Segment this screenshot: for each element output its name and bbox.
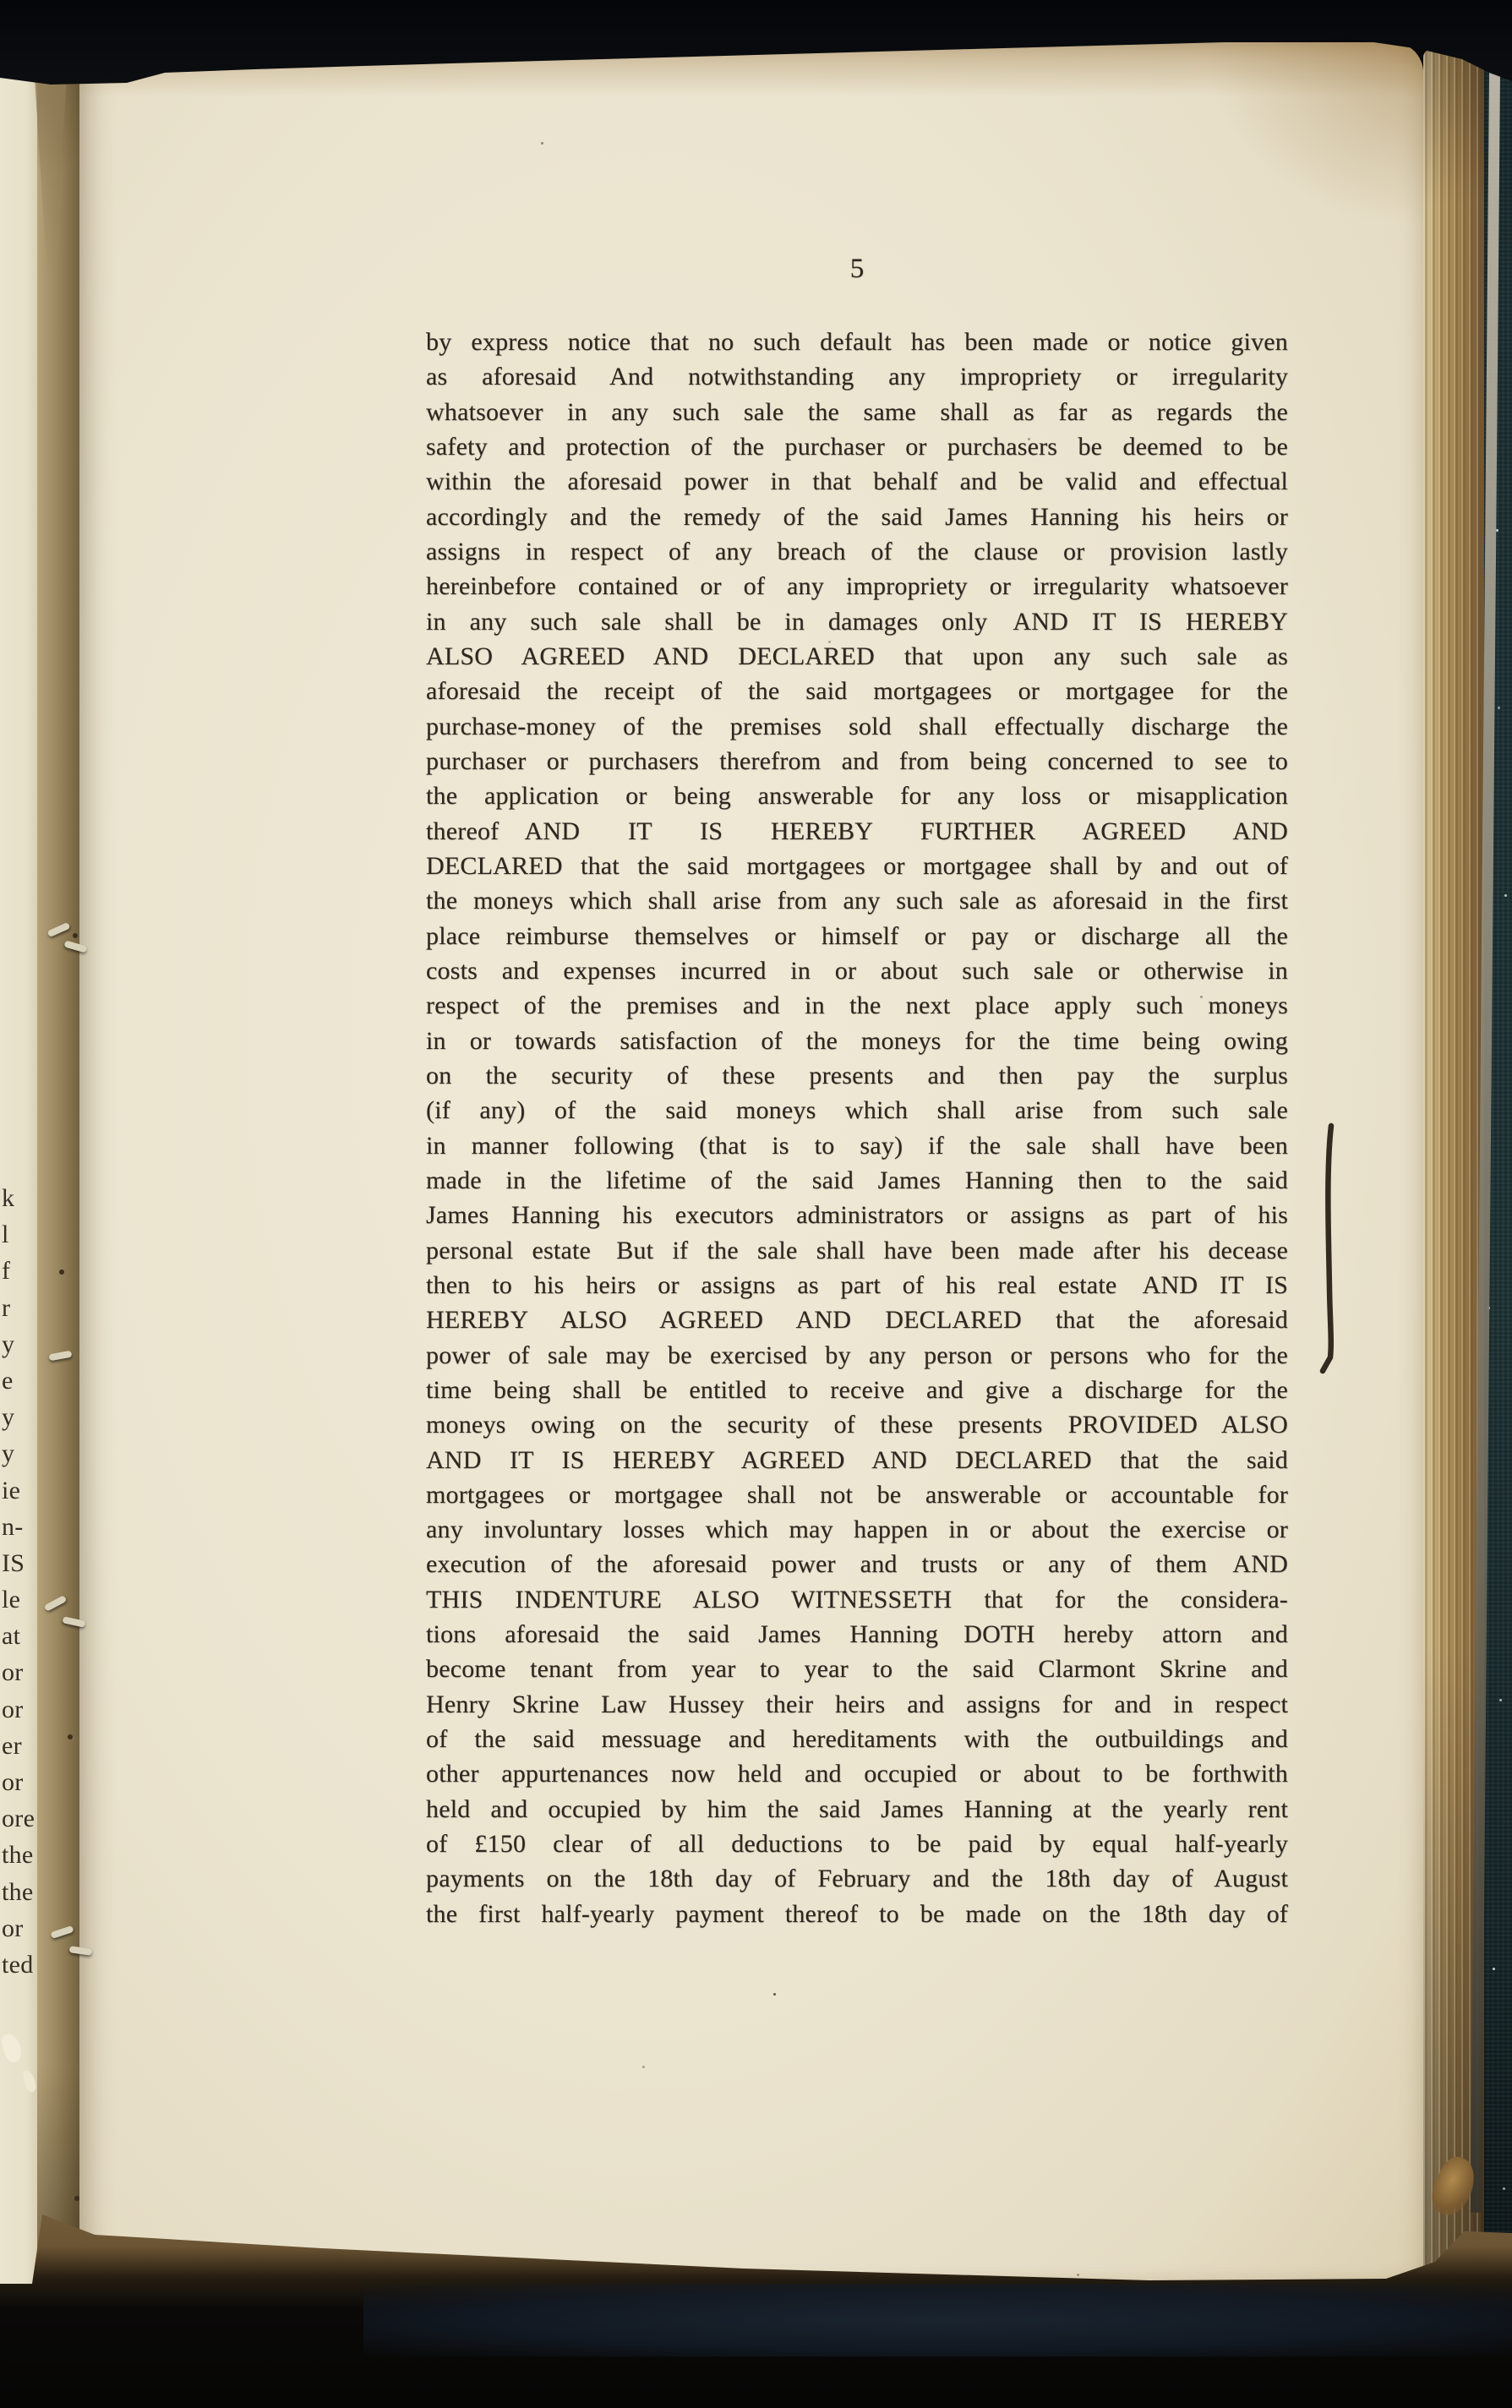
text-line: within the aforesaid power in that behalf and be valid and effectual <box>426 467 1288 496</box>
text-line: James Hanning his executors administrators or assigns as part of his <box>426 1201 1288 1230</box>
text-line: ALSO AGREED AND DECLARED that upon any such sale as <box>426 642 1288 670</box>
text-fragment: y <box>2 1330 15 1358</box>
text-line: hereinbefore contained or of any impropriety or irregularity whatsoever <box>426 572 1288 601</box>
text-fragment: at <box>2 1622 21 1651</box>
text-line: in manner following (that is to say) if the sale shall have been <box>426 1131 1288 1160</box>
text-line: payments on the 18th day of February and the 18th day of August <box>426 1865 1288 1893</box>
text-line: time being shall be entitled to receive and give a discharge for the <box>426 1375 1288 1404</box>
text-fragment: le <box>2 1586 21 1614</box>
text-line: of the said messuage and hereditaments with the outbuildings and <box>426 1725 1288 1754</box>
text-fragment: ie <box>2 1476 21 1504</box>
text-line: place reimburse themselves or himself or pay or discharge all the <box>426 921 1288 950</box>
text-line: moneys owing on the security of these presents PROVIDED ALSO <box>426 1411 1288 1439</box>
text-fragment: or <box>2 1658 24 1687</box>
text-line: tions aforesaid the said James Hanning DOTH hereby attorn and <box>426 1620 1288 1649</box>
text-line: aforesaid the receipt of the said mortgagees or mortgagee for the <box>426 677 1288 706</box>
text-fragment: n- <box>2 1512 24 1541</box>
text-line: personal estate But if the sale shall have been made after his decease <box>426 1236 1288 1264</box>
cover-bottom-cloth <box>363 2284 1512 2356</box>
text-line: (if any) of the said moneys which shall arise from such sale <box>426 1096 1288 1125</box>
text-line: respect of the premises and in the next place apply such moneys <box>426 991 1288 1020</box>
text-fragment: y <box>2 1403 15 1432</box>
margin-ink-mark <box>1318 1121 1342 1374</box>
text-line: made in the lifetime of the said James Hanning then to the said <box>426 1166 1288 1194</box>
text-fragment: ted <box>2 1950 34 1979</box>
text-fragment: the <box>2 1877 34 1906</box>
text-line: accordingly and the remedy of the said James Hanning his heirs or <box>426 502 1288 531</box>
text-line: become tenant from year to year to the said Clarmont Skrine and <box>426 1655 1288 1684</box>
torn-paper-bit <box>0 2032 25 2065</box>
text-fragment: IS <box>2 1548 25 1577</box>
text-line: the moneys which shall arise from any such sale as aforesaid in the first <box>426 887 1288 915</box>
text-fragment: or <box>2 1914 24 1942</box>
text-line: Henry Skrine Law Hussey their heirs and assigns for and in respect <box>426 1690 1288 1718</box>
stitch-hole <box>68 1734 73 1739</box>
text-line: power of sale may be exercised by any person or persons who for the <box>426 1341 1288 1369</box>
text-line: purchase-money of the premises sold shall effectually discharge the <box>426 712 1288 740</box>
book-page <box>79 42 1423 2284</box>
text-fragment: ore <box>2 1805 35 1833</box>
text-line: any involuntary losses which may happen in or about the exercise or <box>426 1515 1288 1544</box>
text-line: as aforesaid And notwithstanding any impropriety or irregularity <box>426 363 1288 391</box>
text-line: held and occupied by him the said James Hanning at the yearly rent <box>426 1794 1288 1823</box>
stitch-hole <box>59 1270 64 1275</box>
text-line: safety and protection of the purchaser or purchasers be deemed to be <box>426 432 1288 461</box>
text-line: assigns in respect of any breach of the clause or provision lastly <box>426 537 1288 565</box>
text-line: costs and expenses incurred in or about such sale or otherwise in <box>426 956 1288 985</box>
text-line: in any such sale shall be in damages only AND IT IS HEREBY <box>426 607 1288 636</box>
page-text <box>426 325 1288 1931</box>
text-fragment: y <box>2 1439 15 1468</box>
text-line: the application or being answerable for any loss or misapplication <box>426 782 1288 811</box>
text-line: mortgagees or mortgagee shall not be answerable or accountable for <box>426 1480 1288 1509</box>
text-line: DECLARED that the said mortgagees or mortgagee shall by and out of <box>426 851 1288 880</box>
text-line: THIS INDENTURE ALSO WITNESSETH that for the considera- <box>426 1585 1288 1614</box>
text-line: AND IT IS HEREBY AGREED AND DECLARED that the said <box>426 1445 1288 1474</box>
text-line: purchaser or purchasers therefrom and from being concerned to see to <box>426 746 1288 775</box>
text-line: thereof AND IT IS HEREBY FURTHER AGREED AND <box>426 816 1288 845</box>
page-shading-corner <box>1204 42 1423 228</box>
text-fragment: or <box>2 1768 24 1796</box>
text-line: on the security of these presents and then pay the surplus <box>426 1061 1288 1089</box>
text-line: then to his heirs or assigns as part of his real estate AND IT IS <box>426 1270 1288 1299</box>
text-fragment: l <box>2 1220 9 1249</box>
text-line: HEREBY ALSO AGREED AND DECLARED that the aforesaid <box>426 1306 1288 1335</box>
text-fragment: f <box>2 1257 11 1286</box>
text-fragment: e <box>2 1366 14 1395</box>
page-number: 5 <box>849 254 865 284</box>
text-line: of £150 clear of all deductions to be paid by equal half-yearly <box>426 1830 1288 1859</box>
age-spots <box>541 142 543 145</box>
text-fragment: the <box>2 1841 34 1870</box>
text-line: the first half-yearly payment thereof to be made on the 18th day of <box>426 1899 1288 1928</box>
text-line: in or towards satisfaction of the moneys for the time being owing <box>426 1026 1288 1055</box>
previous-page-edge <box>0 37 37 2291</box>
stitch-hole <box>73 933 78 938</box>
text-fragment: er <box>2 1731 22 1760</box>
text-line: by express notice that no such default has been made or notice given <box>426 328 1288 356</box>
previous-page-text-fragments <box>2 1180 35 1983</box>
text-line: execution of the aforesaid power and trusts or any of them AND <box>426 1550 1288 1579</box>
text-fragment: or <box>2 1695 24 1723</box>
text-line: other appurtenances now held and occupied or about to be forthwith <box>426 1760 1288 1788</box>
text-line: whatsoever in any such sale the same shall as far as regards the <box>426 397 1288 426</box>
text-fragment: r <box>2 1293 11 1322</box>
text-fragment: k <box>2 1184 15 1212</box>
stitch-hole <box>74 2196 79 2201</box>
